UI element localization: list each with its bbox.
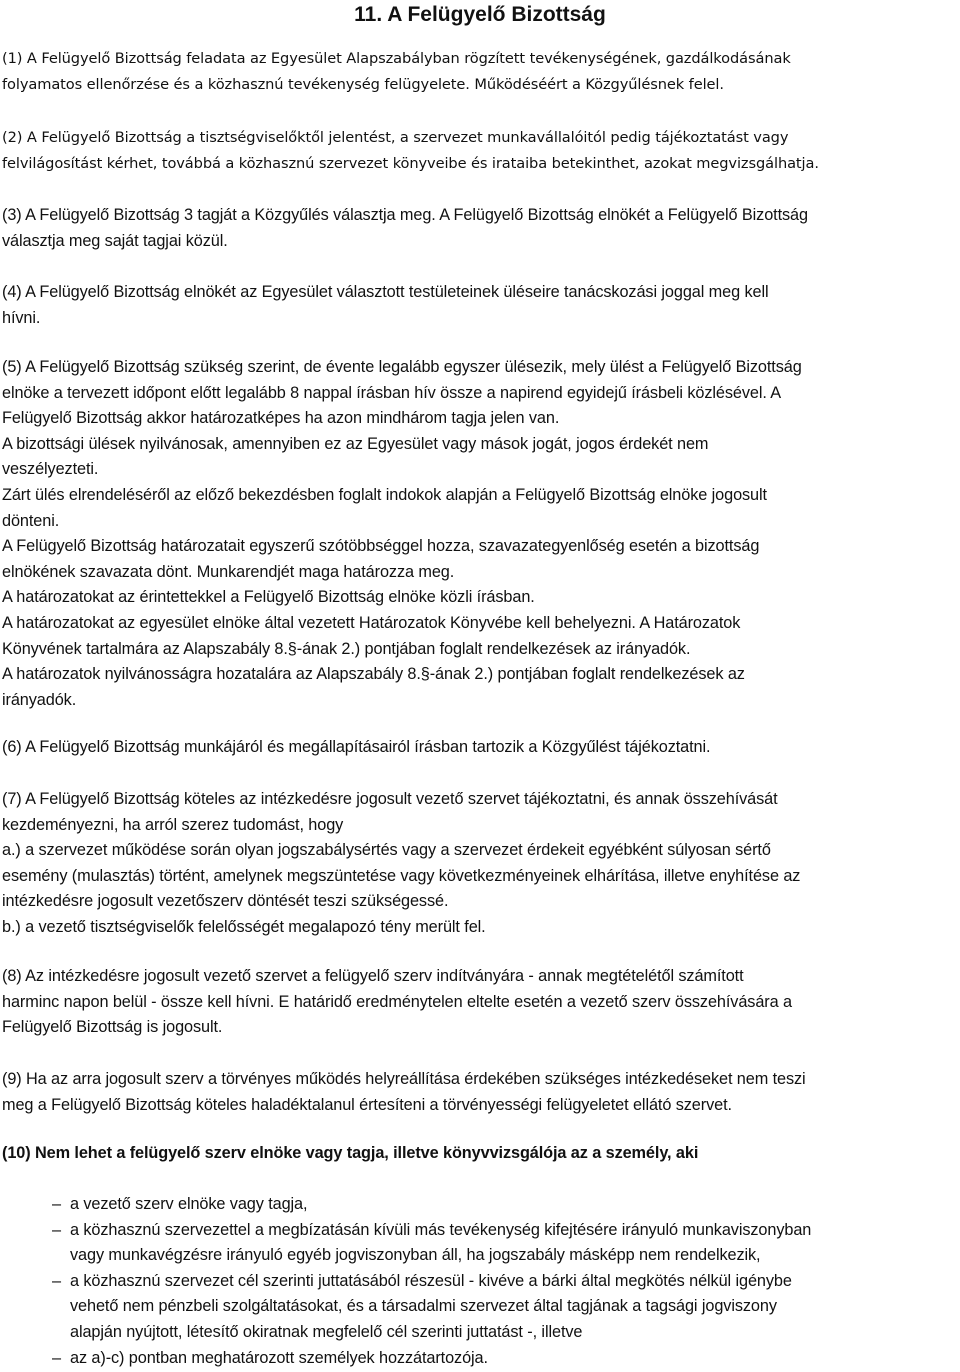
paragraph-1: [2, 46, 958, 97]
paragraph-line: felvilágosítást kérhet, továbbá a közhasznú szervezet könyveibe és irataiba betekinthet, azokat megvizsgálhatja.: [2, 154, 819, 172]
list-item: [0, 1218, 960, 1269]
paragraph-line: (5) A Felügyelő Bizottság szükség szerint, de évente legalább egyszer ülésezik, mely ülést a Felügyelő Bizottság: [2, 358, 802, 376]
paragraph-line: (2) A Felügyelő Bizottság a tisztségviselőktől jelentést, a szervezet munkavállalóitól pedig tájékoztatást vagy: [2, 129, 789, 146]
paragraph-line: a.) a szervezet működése során olyan jogszabálysértés vagy a szervezet érdekeit egyébként súlyosan sértő: [2, 841, 771, 860]
dash-bullet: –: [52, 1348, 61, 1367]
list-item-line: a közhasznú szervezet cél szerinti juttatásából részesül - kivéve a bárki által megkötés nélkül igénybe: [70, 1271, 792, 1290]
paragraph-line: (9) Ha az arra jogosult szerv a törvényes működés helyreállítása érdekében szükséges intézkedéseket nem teszi: [2, 1070, 806, 1088]
paragraph-line: harminc napon belül - össze kell hívni. E határidő eredménytelen eltelte esetén a vezető szerv összehívására a: [2, 992, 792, 1011]
paragraph-3: [2, 203, 958, 254]
paragraph-line: Felügyelő Bizottság akkor határozatképes ha azon mindhárom tagja jelen van.: [2, 409, 560, 428]
paragraph-line: b.) a vezető tisztségviselők felelősségét megalapozó tény merült fel.: [2, 917, 486, 936]
paragraph-2: [2, 125, 958, 176]
paragraph-7: [2, 787, 958, 941]
paragraph-line: Könyvének tartalmára az Alapszabály 8.§-ának 2.) pontjában foglalt rendelkezések az irányadók.: [2, 639, 691, 658]
list-item-line: az a)-c) pontban meghatározott személyek hozzátartozója.: [70, 1348, 488, 1367]
paragraph-line: (8) Az intézkedésre jogosult vezető szervet a felügyelő szerv indítványára - annak megtételétől számított: [2, 967, 744, 985]
dash-bullet: –: [52, 1195, 61, 1213]
page-title: 11. A Felügyelő Bizottság: [354, 3, 606, 26]
list-item: [0, 1346, 960, 1372]
list-item-line: a vezető szerv elnöke vagy tagja,: [70, 1195, 308, 1213]
paragraph-line: elnökének szavazata dönt. Munkarendjét maga határozza meg.: [2, 562, 455, 581]
paragraph-line: hívni.: [2, 308, 41, 327]
paragraph-line: A határozatokat az érintettekkel a Felügyelő Bizottság elnöke közli írásban.: [2, 588, 535, 607]
paragraph-line: (6) A Felügyelő Bizottság munkájáról és megállapításairól írásban tartozik a Közgyűlést tájékoztatni.: [2, 738, 711, 756]
paragraph-line: választja meg saját tagjai közül.: [2, 231, 228, 250]
paragraph-line: elnöke a tervezett időpont előtt legalább 8 nappal írásban hív össze a napirend egyidejű írásbeli közlésével. A: [2, 383, 782, 402]
dash-bullet: –: [52, 1271, 61, 1290]
paragraph-8: [2, 964, 958, 1041]
paragraph-line: Felügyelő Bizottság is jogosult.: [2, 1018, 223, 1037]
paragraph-line: dönteni.: [2, 511, 60, 530]
paragraph-9: [2, 1067, 958, 1118]
list-item-line: alapján nyújtott, létesítő okiratnak megfelelő cél szerinti juttatást -, illetve: [70, 1322, 583, 1341]
paragraph-line: intézkedésre jogosult vezetőszerv döntését teszi szükségessé.: [2, 892, 449, 911]
paragraph-line: A bizottsági ülések nyilvánosak, amennyiben ez az Egyesület vagy mások jogát, jogos érdekét nem: [2, 434, 709, 453]
paragraph-6: [2, 735, 958, 761]
paragraph-line: (1) A Felügyelő Bizottság feladata az Egyesület Alapszabályban rögzített tevékenységének, gazdálkodásának: [2, 50, 791, 67]
paragraph-4: [2, 280, 958, 331]
paragraph-5: [2, 355, 958, 713]
paragraph-line: irányadók.: [2, 690, 77, 709]
paragraph-10: [2, 1141, 958, 1167]
paragraph-line: A Felügyelő Bizottság határozatait egyszerű szótöbbséggel hozza, szavazategyenlőség esetén a bizottság: [2, 537, 760, 556]
paragraph-line: Zárt ülés elrendeléséről az előző bekezdésben foglalt indokok alapján a Felügyelő Bizottság elnöke jogosult: [2, 485, 767, 504]
list-item-line: vagy munkavégzésre irányuló egyéb jogviszonyban áll, ha jogszabály másképp nem rendelkezik,: [70, 1246, 761, 1265]
paragraph-line: A határozatokat az egyesület elnöke által vezetett Határozatok Könyvébe kell behelyezni. A Határozatok: [2, 613, 741, 632]
list-item: [0, 1192, 960, 1218]
paragraph-line: (4) A Felügyelő Bizottság elnökét az Egyesület választott testületeinek üléseire tanácskozási joggal meg kell: [2, 283, 769, 301]
ineligibility-list: [0, 1192, 960, 1371]
paragraph-line: folyamatos ellenőrzése és a közhasznú tevékenység felügyelete. Működéséért a Közgyűlésnek felel.: [2, 75, 724, 93]
paragraph-line: esemény (mulasztás) történt, amelynek megszüntetése vagy következményeinek elhárítása, illetve enyhítése az: [2, 866, 801, 885]
dash-bullet: –: [52, 1220, 61, 1239]
paragraph-line: meg a Felügyelő Bizottság köteles haladéktalanul értesíteni a törvényességi felügyeletet ellátó szervet.: [2, 1095, 732, 1114]
list-item-line: vehető nem pénzbeli szolgáltatásokat, és a társadalmi szervezet által tagjának a tagsági jogviszony: [70, 1297, 777, 1316]
list-item: [0, 1269, 960, 1346]
paragraph-line: kezdeményezni, ha arról szerez tudomást, hogy: [2, 815, 344, 834]
paragraph-line: A határozatok nyilvánosságra hozatalára az Alapszabály 8.§-ának 2.) pontjában foglalt rendelkezések az: [2, 665, 745, 684]
paragraph-line: (3) A Felügyelő Bizottság 3 tagját a Közgyűlés választja meg. A Felügyelő Bizottság elnökét a Felügyelő Bizottság: [2, 206, 808, 224]
paragraph-line: (7) A Felügyelő Bizottság köteles az intézkedésre jogosult vezető szervet tájékoztatni, és annak összehívását: [2, 790, 778, 808]
paragraph-line: veszélyezteti.: [2, 460, 99, 479]
list-item-line: a közhasznú szervezettel a megbízatásán kívüli más tevékenység kifejtésére irányuló munkaviszonyban: [70, 1220, 812, 1239]
paragraph-line: (10) Nem lehet a felügyelő szerv elnöke vagy tagja, illetve könyvvizsgálója az a személy, aki: [2, 1144, 699, 1162]
